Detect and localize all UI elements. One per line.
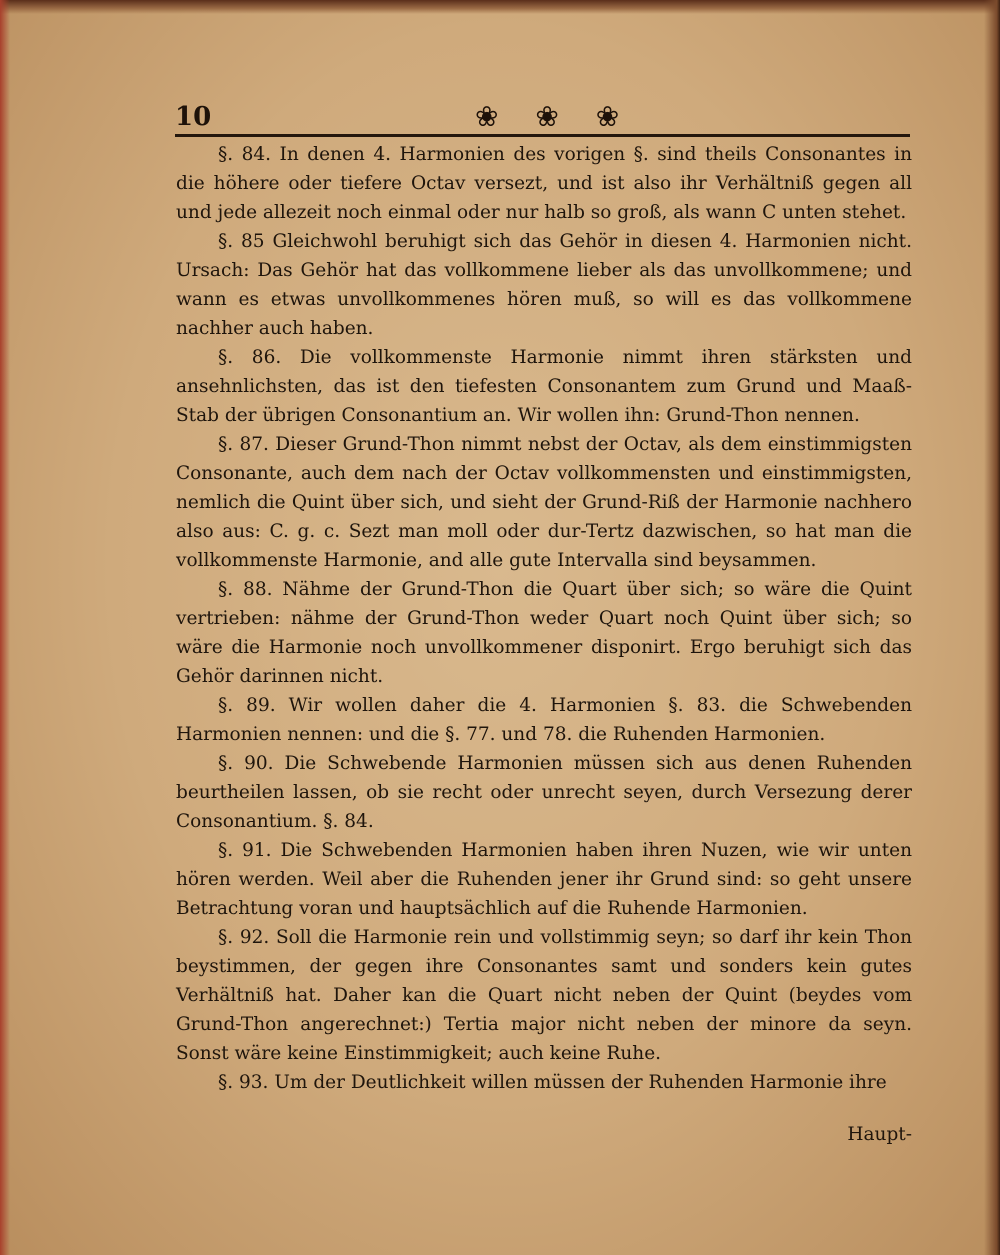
body-text: [176, 140, 912, 1097]
page-number: 10: [175, 102, 212, 132]
page-top-edge: [0, 0, 1000, 14]
paragraph-89: §. 89. Wir wollen daher die 4. Harmonien §. 83. die Schwebenden Harmonien nennen: und die §. 77. und 78. die Ruhenden Harmonien.: [176, 695, 912, 745]
paragraph-92: §. 92. Soll die Harmonie rein und vollstimmig seyn; so darf ihr kein Thon beystimmen, der gegen ihre Consonantes samt und sonders kein gutes Verhältniß hat. Daher kan die Quart nicht neben der Quint (beydes vom Grund-Thon angerechnet:) Tertia major nicht neben der minore da seyn. Sonst wäre keine Einstimmigkeit; auch keine Ruhe.: [176, 927, 912, 1064]
catchword: Haupt-: [847, 1124, 912, 1145]
page-left-edge: [0, 0, 10, 1255]
paragraph-93: §. 93. Um der Deutlichkeit willen müssen der Ruhenden Harmonie ihre: [218, 1072, 887, 1093]
paragraph-85: §. 85 Gleichwohl beruhigt sich das Gehör in diesen 4. Harmonien nicht. Ursach: Das Gehör hat das vollkommene lieber als das unvollkommene; und wann es etwas unvollkommenes hören muß, so will es das vollkommene nachher auch haben.: [176, 231, 912, 339]
paragraph-88: §. 88. Nähme der Grund-Thon die Quart über sich; so wäre die Quint vertrieben: nähme der Grund-Thon weder Quart noch Quint über sich; so wäre die Harmonie noch unvollkommener disponirt. Ergo beruhigt sich das Gehör darinnen nicht.: [176, 579, 912, 687]
paragraph-90: §. 90. Die Schwebende Harmonien müssen sich aus denen Ruhenden beurtheilen lassen, ob sie recht oder unrecht seyen, durch Versezung derer Consonantium. §. 84.: [176, 753, 912, 832]
paragraph-84: §. 84. In denen 4. Harmonien des vorigen §. sind theils Consonantes in die höhere oder tiefere Octav versezt, und ist also ihr Verhältniß gegen all und jede allezeit noch einmal oder nur halb so groß, als wann C unten stehet.: [176, 144, 912, 223]
ornament-icon: ❀ ❀ ❀: [475, 100, 634, 133]
paragraph-87: §. 87. Dieser Grund-Thon nimmt nebst der Octav, als dem einstimmigsten Consonante, auch dem nach der Octav vollkommensten und einstimmigsten, nemlich die Quint über sich, und sieht der Grund-Riß der Harmonie nachhero also aus: C. g. c. Sezt man moll oder dur-Tertz dazwischen, so hat man die vollkommenste Harmonie, and alle gute Intervalla sind beysammen.: [176, 434, 912, 571]
page-header: [175, 100, 910, 140]
header-rule: [175, 134, 910, 137]
paragraph-91: §. 91. Die Schwebenden Harmonien haben ihren Nuzen, wie wir unten hören werden. Weil aber die Ruhenden jener ihr Grund sind: so geht unsere Betrachtung voran und hauptsächlich auf die Ruhende Harmonien.: [176, 840, 912, 919]
paragraph-86: §. 86. Die vollkommenste Harmonie nimmt ihren stärksten und ansehnlichsten, das ist den tiefesten Consonantem zum Grund und Maaß-Stab der übrigen Consonantium an. Wir wollen ihn: Grund-Thon nennen.: [176, 347, 912, 426]
page-right-edge: [984, 0, 1000, 1255]
